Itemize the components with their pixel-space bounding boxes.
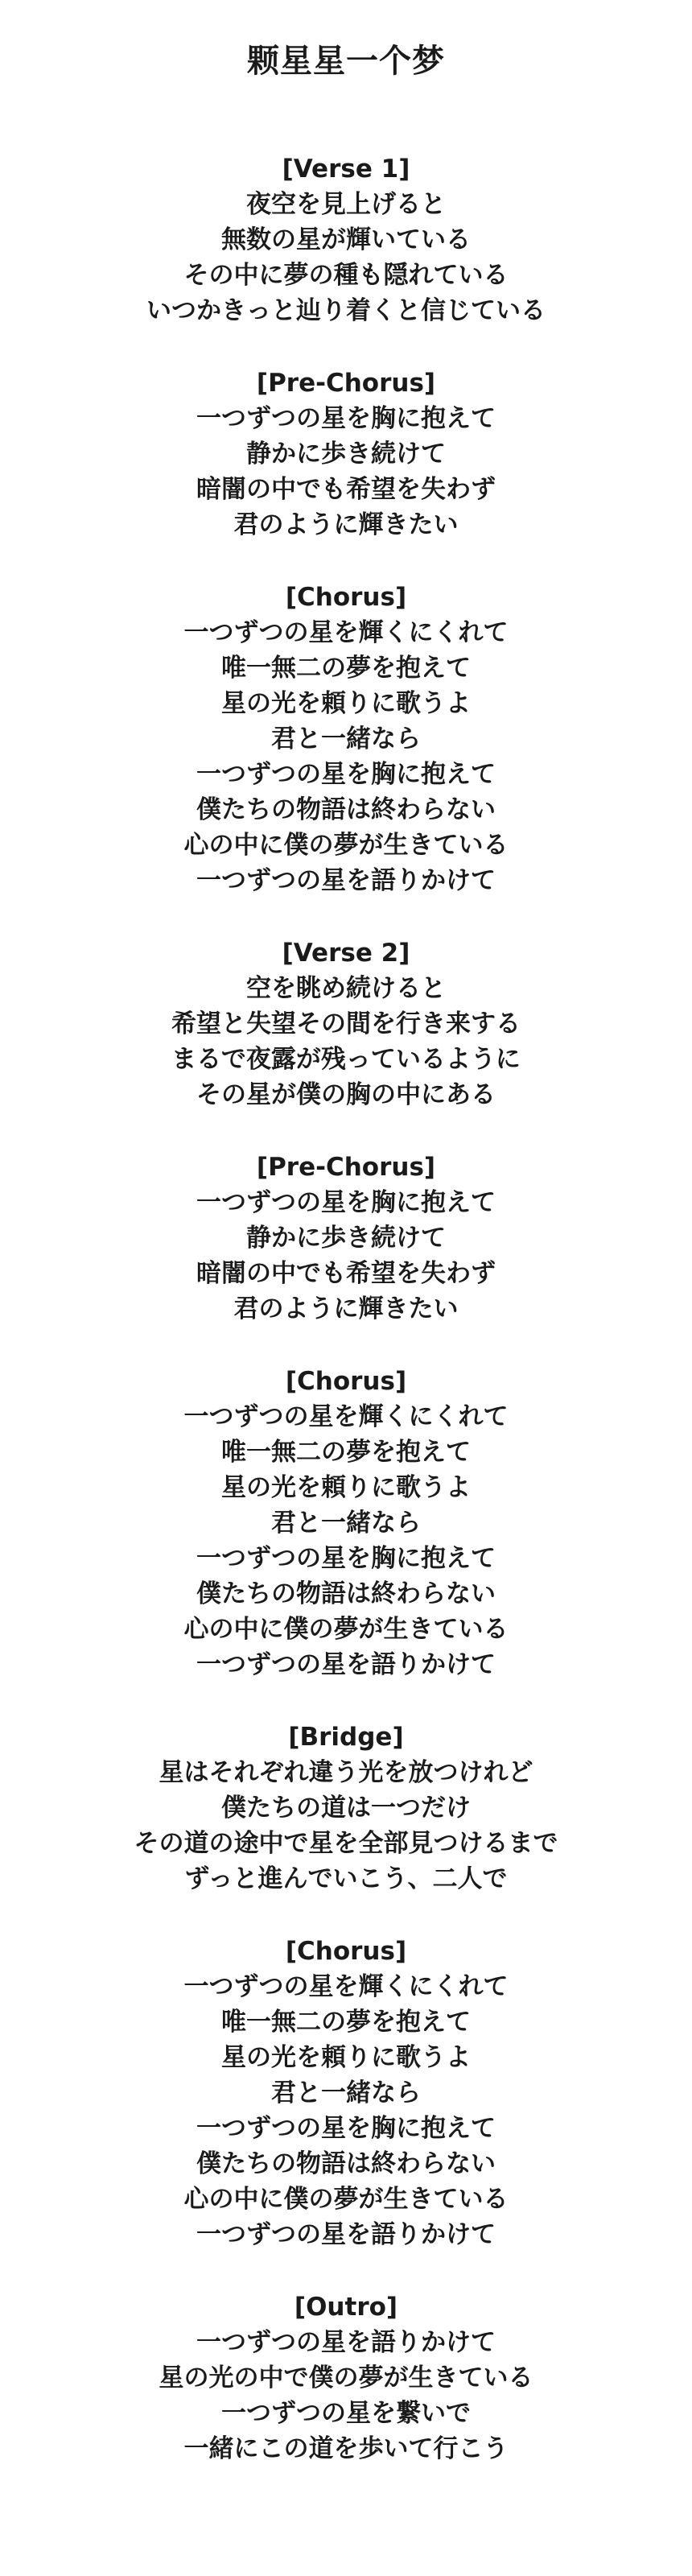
lyric-section bbox=[0, 1719, 692, 1897]
lyric-section bbox=[0, 1934, 692, 2252]
lyric-line: 心の中に僕の夢が生きている bbox=[183, 2185, 509, 2214]
lyric-line: 一緒にこの道を歩いて行こう bbox=[183, 2434, 509, 2463]
lyric-line: 一つずつの星を輝くにくれて bbox=[183, 1402, 509, 1431]
lyric-line: 僕たちの物語は終わらない bbox=[196, 2149, 496, 2178]
lyric-line: 一つずつの星を輝くにくれて bbox=[183, 1972, 509, 2001]
lyric-line: 一つずつの星を胸に抱えて bbox=[196, 1188, 496, 1217]
lyric-line: 希望と失望その間を行き来する bbox=[171, 1009, 521, 1038]
lyric-section bbox=[0, 1150, 692, 1327]
section-tag: [Pre-Chorus] bbox=[256, 1153, 436, 1182]
lyric-line: 一つずつの星を繋いで bbox=[221, 2399, 471, 2428]
lyric-line: 一つずつの星を語りかけて bbox=[196, 866, 496, 895]
lyric-line: 一つずつの星を語りかけて bbox=[196, 2328, 496, 2357]
lyric-line: 一つずつの星を輝くにくれて bbox=[183, 618, 509, 647]
lyric-line: 星の光を頼りに歌うよ bbox=[221, 689, 471, 718]
lyric-line: 心の中に僕の夢が生きている bbox=[183, 831, 509, 860]
lyric-section bbox=[0, 151, 692, 328]
section-tag: [Chorus] bbox=[285, 583, 407, 612]
lyric-line: 暗闇の中でも希望を失わず bbox=[196, 1259, 496, 1288]
section-tag: [Verse 2] bbox=[282, 939, 410, 968]
lyric-section bbox=[0, 580, 692, 898]
lyrics-body bbox=[0, 151, 692, 2467]
lyric-line: 僕たちの物語は終わらない bbox=[196, 1579, 496, 1608]
lyric-line: 星の光の中で僕の夢が生きている bbox=[159, 2363, 533, 2392]
lyric-line: 一つずつの星を語りかけて bbox=[196, 2220, 496, 2249]
lyric-line: その道の途中で星を全部見つけるまで bbox=[134, 1829, 558, 1858]
lyric-line: 僕たちの物語は終わらない bbox=[196, 795, 496, 824]
lyric-line: その星が僕の胸の中にある bbox=[196, 1080, 496, 1109]
lyric-line: 暗闇の中でも希望を失わず bbox=[196, 475, 496, 504]
lyric-line: 静かに歩き続けて bbox=[246, 1224, 446, 1253]
lyric-section bbox=[0, 1364, 692, 1682]
section-tag: [Bridge] bbox=[288, 1723, 404, 1752]
lyric-line: 一つずつの星を胸に抱えて bbox=[196, 1544, 496, 1573]
lyric-line: 心の中に僕の夢が生きている bbox=[183, 1615, 509, 1644]
lyric-line: ずっと進んでいこう、二人で bbox=[184, 1864, 508, 1893]
lyric-line: 一つずつの星を胸に抱えて bbox=[196, 760, 496, 789]
lyric-line: 僕たちの道は一つだけ bbox=[221, 1794, 471, 1823]
section-tag: [Outro] bbox=[294, 2293, 398, 2322]
section-tag: [Chorus] bbox=[285, 1367, 407, 1396]
lyric-line: 星の光を頼りに歌うよ bbox=[221, 2043, 471, 2072]
lyric-line: いつかきっと辿り着くと信じている bbox=[146, 296, 546, 325]
lyric-section bbox=[0, 935, 692, 1113]
section-tag: [Verse 1] bbox=[282, 155, 410, 184]
lyric-line: 無数の星が輝いている bbox=[221, 225, 471, 254]
lyric-section bbox=[0, 2289, 692, 2467]
lyric-line: 君のように輝きたい bbox=[233, 510, 459, 539]
song-title: 颗星星一个梦 bbox=[247, 43, 445, 80]
lyric-line: 一つずつの星を胸に抱えて bbox=[196, 2114, 496, 2143]
lyric-line: まるで夜露が残っているように bbox=[171, 1045, 521, 1074]
lyric-line: 空を眺め続けると bbox=[246, 974, 446, 1003]
lyric-line: 君と一緒なら bbox=[271, 2079, 421, 2107]
lyric-line: 唯一無二の夢を抱えて bbox=[221, 654, 471, 683]
lyric-line: 唯一無二の夢を抱えて bbox=[221, 1438, 471, 1467]
lyric-line: 君のように輝きたい bbox=[233, 1294, 459, 1323]
lyric-line: 静かに歩き続けて bbox=[246, 440, 446, 469]
lyric-line: 唯一無二の夢を抱えて bbox=[221, 2008, 471, 2037]
lyric-line: 星はそれぞれ違う光を放つけれど bbox=[159, 1758, 533, 1787]
lyric-line: 一つずつの星を胸に抱えて bbox=[196, 404, 496, 433]
lyric-line: 一つずつの星を語りかけて bbox=[196, 1650, 496, 1679]
section-tag: [Pre-Chorus] bbox=[256, 369, 436, 398]
lyric-line: その中に夢の種も隠れている bbox=[183, 261, 509, 290]
lyric-section bbox=[0, 365, 692, 543]
lyric-line: 君と一緒なら bbox=[271, 1509, 421, 1538]
lyric-line: 君と一緒なら bbox=[271, 724, 421, 753]
lyric-line: 夜空を見上げると bbox=[246, 190, 446, 219]
section-tag: [Chorus] bbox=[285, 1937, 407, 1966]
lyric-line: 星の光を頼りに歌うよ bbox=[221, 1473, 471, 1502]
